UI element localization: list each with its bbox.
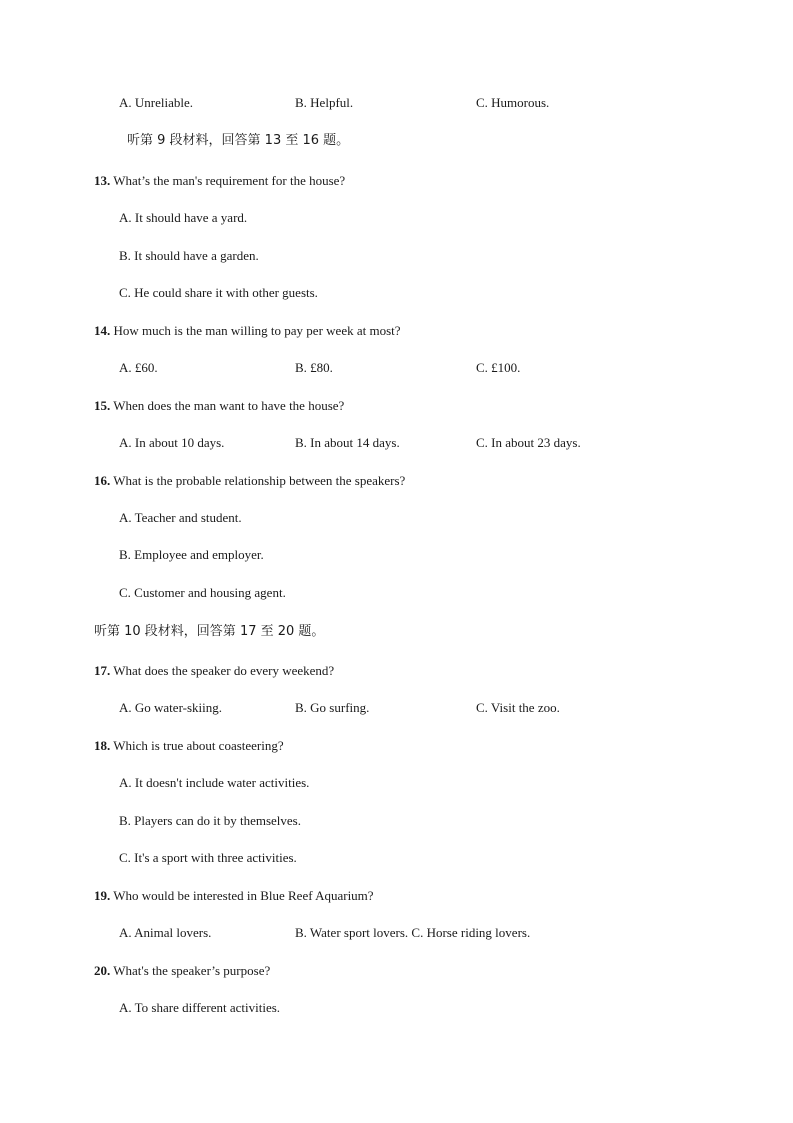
- question-number: 20.: [94, 963, 111, 978]
- question-text: How much is the man willing to pay per week at most?: [110, 323, 401, 338]
- question-number: 17.: [94, 663, 111, 678]
- q13-option-a: A. It should have a yard.: [119, 210, 248, 225]
- question-number: 15.: [94, 398, 111, 413]
- question-text: What's the speaker’s purpose?: [110, 963, 271, 978]
- q13-option-c: C. He could share it with other guests.: [119, 285, 318, 300]
- q15-option-c: C. In about 23 days.: [476, 435, 581, 450]
- question-18: [94, 738, 284, 754]
- question-number: 19.: [94, 888, 111, 903]
- question-number: 18.: [94, 738, 111, 753]
- question-number: 13.: [94, 173, 111, 188]
- q18-option-c: C. It's a sport with three activities.: [119, 850, 297, 865]
- question-number: 14.: [94, 323, 111, 338]
- question-16: [94, 473, 405, 489]
- q16-option-a: A. Teacher and student.: [119, 510, 242, 525]
- question-15: [94, 398, 344, 414]
- q17-option-a: A. Go water-skiing.: [119, 700, 222, 715]
- question-text: Who would be interested in Blue Reef Aquarium?: [110, 888, 374, 903]
- q13-option-b: B. It should have a garden.: [119, 248, 259, 263]
- question-text: What does the speaker do every weekend?: [110, 663, 335, 678]
- question-20: [94, 963, 270, 979]
- section-10-heading: 听第 10 段材料，回答第 17 至 20 题。: [94, 624, 325, 639]
- question-14: [94, 323, 401, 339]
- q14-option-b: B. £80.: [295, 360, 333, 375]
- q20-option-a: A. To share different activities.: [119, 1000, 281, 1015]
- q17-option-c: C. Visit the zoo.: [476, 700, 560, 715]
- q16-option-c: C. Customer and housing agent.: [119, 585, 286, 600]
- question-19: [94, 888, 374, 904]
- question-13: [94, 173, 345, 189]
- q14-option-c: C. £100.: [476, 360, 521, 375]
- q15-option-b: B. In about 14 days.: [295, 435, 400, 450]
- q12-option-a: A. Unreliable.: [119, 95, 194, 110]
- q19-option-a: A. Animal lovers.: [119, 925, 212, 940]
- q16-option-b: B. Employee and employer.: [119, 547, 264, 562]
- q15-option-a: A. In about 10 days.: [119, 435, 225, 450]
- q18-option-a: A. It doesn't include water activities.: [119, 775, 310, 790]
- question-17: [94, 663, 334, 679]
- q12-option-b: B. Helpful.: [295, 95, 354, 110]
- q19-option-bc: B. Water sport lovers. C. Horse riding lovers.: [295, 925, 531, 940]
- question-text: What is the probable relationship between the speakers?: [110, 473, 406, 488]
- question-text: When does the man want to have the house?: [110, 398, 345, 413]
- q12-option-c: C. Humorous.: [476, 95, 550, 110]
- q17-option-b: B. Go surfing.: [295, 700, 370, 715]
- question-text: What’s the man's requirement for the house?: [110, 173, 346, 188]
- q14-option-a: A. £60.: [119, 360, 158, 375]
- question-number: 16.: [94, 473, 111, 488]
- section-9-heading: 听第 9 段材料，回答第 13 至 16 题。: [127, 133, 350, 148]
- question-text: Which is true about coasteering?: [110, 738, 284, 753]
- q18-option-b: B. Players can do it by themselves.: [119, 813, 301, 828]
